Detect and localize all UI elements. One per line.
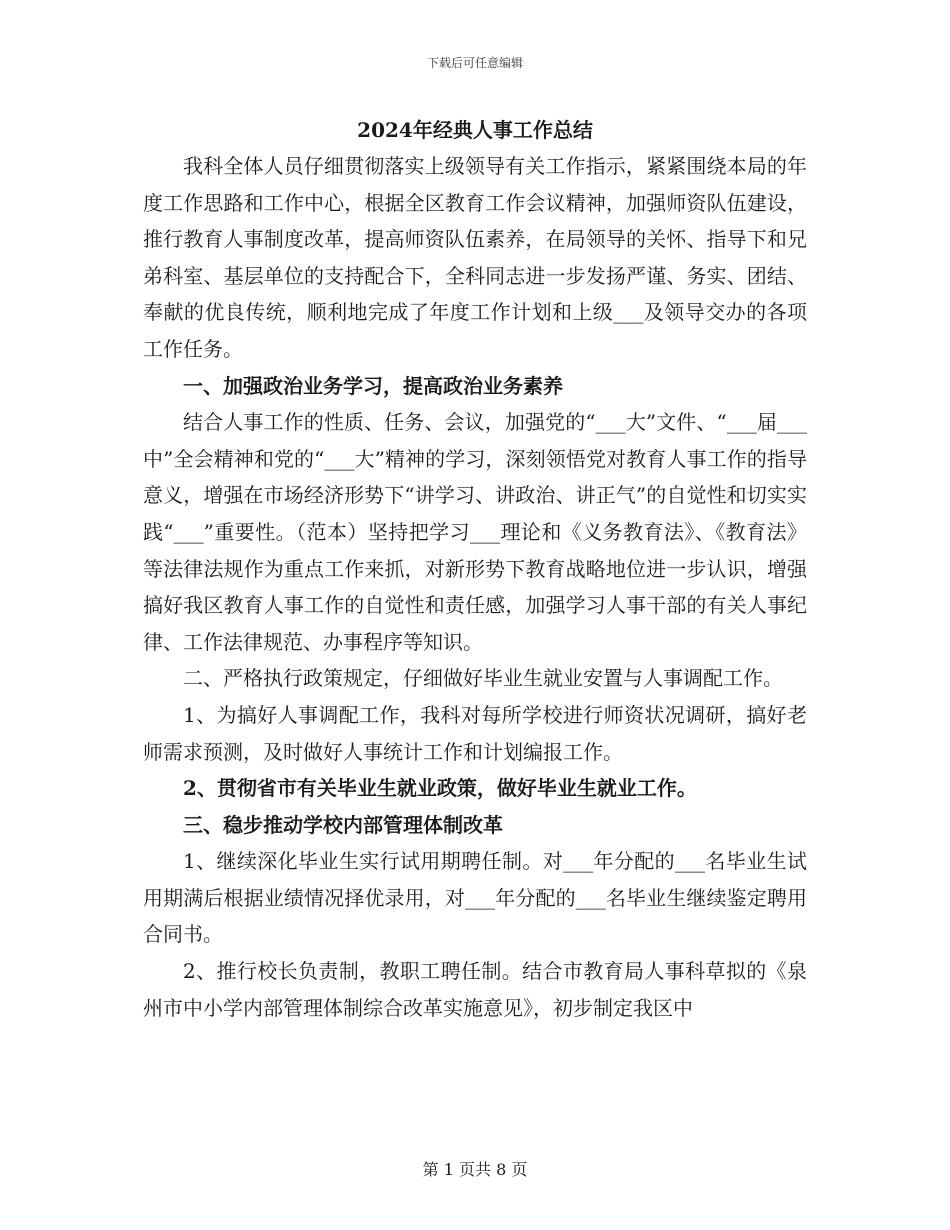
section-1-paragraph: 结合人事工作的性质、任务、会议，加强党的“___大”文件、“___届___中”全会精神和党的“___大”精神的学习，深刻领悟党对教育人事工作的指导意义，增强在市场经济形势下“讲学习、讲政治、讲正气”的自觉性和切实实践“___”重要性。（范本）坚持把学习___理论和《义务教育法》、《教育法》等法律法规作为重点工作来抓，对新形势下教育战略地位进一步认识，增强搞好我区教育人事工作的自觉性和责任感，加强学习人事干部的有关人事纪律、工作法律规范、办事程序等知识。: [143, 410, 807, 654]
section-2-item-2: 2、贯彻省市有关毕业生就业政策，做好毕业生就业工作。: [183, 776, 697, 801]
section-heading-3: 三、稳步推动学校内部管理体制改革: [183, 812, 503, 837]
section-heading-1: 一、加强政治业务学习，提高政治业务素养: [183, 373, 563, 398]
section-2-item-1: 1、为搞好人事调配工作，我科对每所学校进行师资状况调研，搞好老师需求预测，及时做好人事统计工作和计划编报工作。: [143, 702, 807, 764]
document-title: 2024年经典人事工作总结: [357, 118, 593, 142]
section-3-item-2: 2、推行校长负责制，教职工聘任制。结合市教育局人事科草拟的《泉州市中小学内部管理体制综合改革实施意见》，初步制定我区中: [143, 959, 807, 1020]
section-3-item-1: 1、继续深化毕业生实行试用期聘任制。对___年分配的___名毕业生试用期满后根据业绩情况择优录用，对___年分配的___名毕业生继续鉴定聘用合同书。: [143, 849, 807, 947]
section-heading-2: 二、严格执行政策规定，仔细做好毕业生就业安置与人事调配工作。: [183, 666, 783, 691]
header-note: 下载后可任意编辑: [426, 56, 523, 70]
document-body: [143, 148, 807, 1026]
intro-paragraph: 我科全体人员仔细贯彻落实上级领导有关工作指示，紧紧围绕本局的年度工作思路和工作中心，根据全区教育工作会议精神，加强师资队伍建设，推行教育人事制度改革，提高师资队伍素养，在局领导的关怀、指导下和兄弟科室、基层单位的支持配合下，全科同志进一步发扬严谨、务实、团结、奉献的优良传统，顺利地完成了年度工作计划和上级___及领导交办的各项工作任务。: [143, 154, 807, 361]
page-number: 第 1 页共 8 页: [422, 1160, 528, 1179]
